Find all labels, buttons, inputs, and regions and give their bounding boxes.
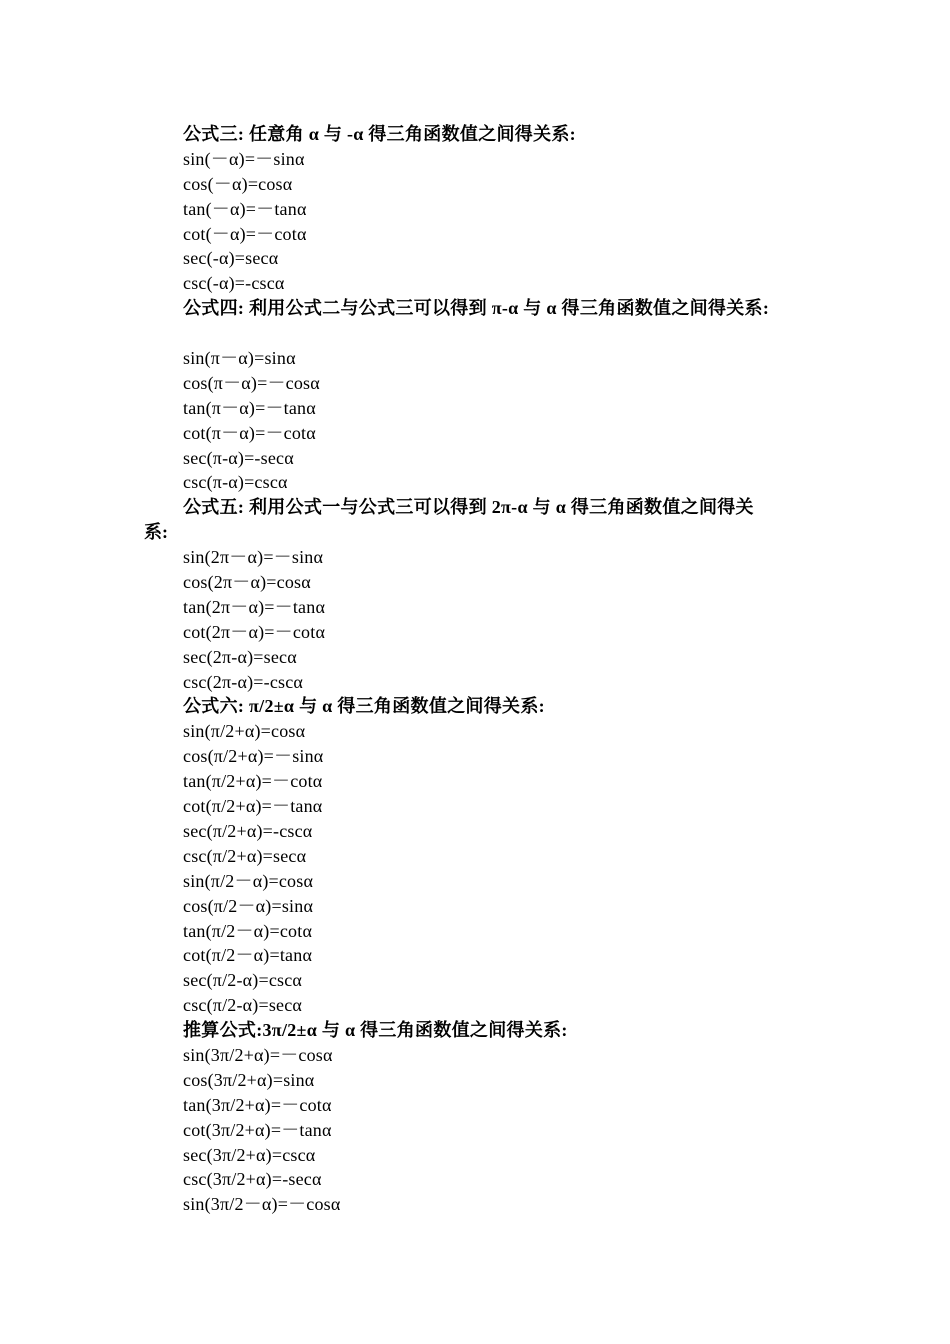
section-heading-formula-5-continued: 系: xyxy=(144,522,168,543)
formula-line: tan(3π/2+α)=－cotα xyxy=(183,1094,332,1115)
formula-line: cos(2π－α)=cosα xyxy=(183,572,311,593)
formula-line: sin(－α)=－sinα xyxy=(183,148,305,169)
blank-line xyxy=(183,321,813,346)
formula-line: tan(π/2－α)=cotα xyxy=(183,920,313,941)
formula-line: cot(π－α)=－cotα xyxy=(183,422,316,443)
formula-line: cos(π－α)=－cosα xyxy=(183,372,320,393)
formula-line: cot(π/2－α)=tanα xyxy=(183,945,313,966)
formula-line: sin(2π－α)=－sinα xyxy=(183,547,324,568)
section-heading-formula-3: 公式三: 任意角 α 与 -α 得三角函数值之间得关系: xyxy=(183,124,576,144)
formula-line: tan(π－α)=－tanα xyxy=(183,397,316,418)
formula-line: sec(2π-α)=secα xyxy=(183,646,297,667)
formula-line: sec(-α)=secα xyxy=(183,248,279,269)
formula-line: csc(π/2-α)=secα xyxy=(183,995,303,1016)
section-heading-formula-4: 公式四: 利用公式二与公式三可以得到 π-α 与 α 得三角函数值之间得关系: xyxy=(183,298,770,319)
formula-line: sin(3π/2－α)=－cosα xyxy=(183,1194,341,1215)
formula-line: sin(3π/2+α)=－cosα xyxy=(183,1044,333,1065)
formula-line: csc(2π-α)=-cscα xyxy=(183,671,304,692)
formula-line: cot(2π－α)=－cotα xyxy=(183,621,326,642)
formula-line: sin(π－α)=sinα xyxy=(183,348,296,369)
section-heading-formula-5: 公式五: 利用公式一与公式三可以得到 2π-α 与 α 得三角函数值之间得关 xyxy=(183,497,754,518)
formula-line: csc(π-α)=cscα xyxy=(183,472,288,493)
formula-line: tan(π/2+α)=－cotα xyxy=(183,771,323,792)
section-heading-formula-6: 公式六: π/2±α 与 α 得三角函数值之间得关系: xyxy=(183,696,545,717)
formula-line: tan(2π－α)=－tanα xyxy=(183,596,326,617)
formula-line: csc(3π/2+α)=-secα xyxy=(183,1169,322,1190)
formula-line: csc(π/2+α)=secα xyxy=(183,845,307,866)
formula-line: sin(π/2－α)=cosα xyxy=(183,870,314,891)
formula-line: cos(π/2+α)=－sinα xyxy=(183,746,324,767)
formula-line: cot(－α)=－cotα xyxy=(183,223,307,244)
formula-line: csc(-α)=-cscα xyxy=(183,273,285,294)
formula-line: sec(π/2+α)=-cscα xyxy=(183,820,313,841)
section-heading-derived-formula: 推算公式:3π/2±α 与 α 得三角函数值之间得关系: xyxy=(183,1020,568,1041)
formula-line: sec(π/2-α)=cscα xyxy=(183,970,303,991)
formula-line: cot(3π/2+α)=－tanα xyxy=(183,1119,332,1140)
formula-line: cot(π/2+α)=－tanα xyxy=(183,796,323,817)
formula-line: cos(π/2－α)=sinα xyxy=(183,895,314,916)
document-body xyxy=(144,122,813,1217)
formula-line: tan(－α)=－tanα xyxy=(183,198,307,219)
formula-line: cos(－α)=cosα xyxy=(183,173,293,194)
formula-line: sin(π/2+α)=cosα xyxy=(183,721,306,742)
formula-line: sec(3π/2+α)=cscα xyxy=(183,1144,316,1165)
formula-line: cos(3π/2+α)=sinα xyxy=(183,1069,315,1090)
formula-line: sec(π-α)=-secα xyxy=(183,447,294,468)
